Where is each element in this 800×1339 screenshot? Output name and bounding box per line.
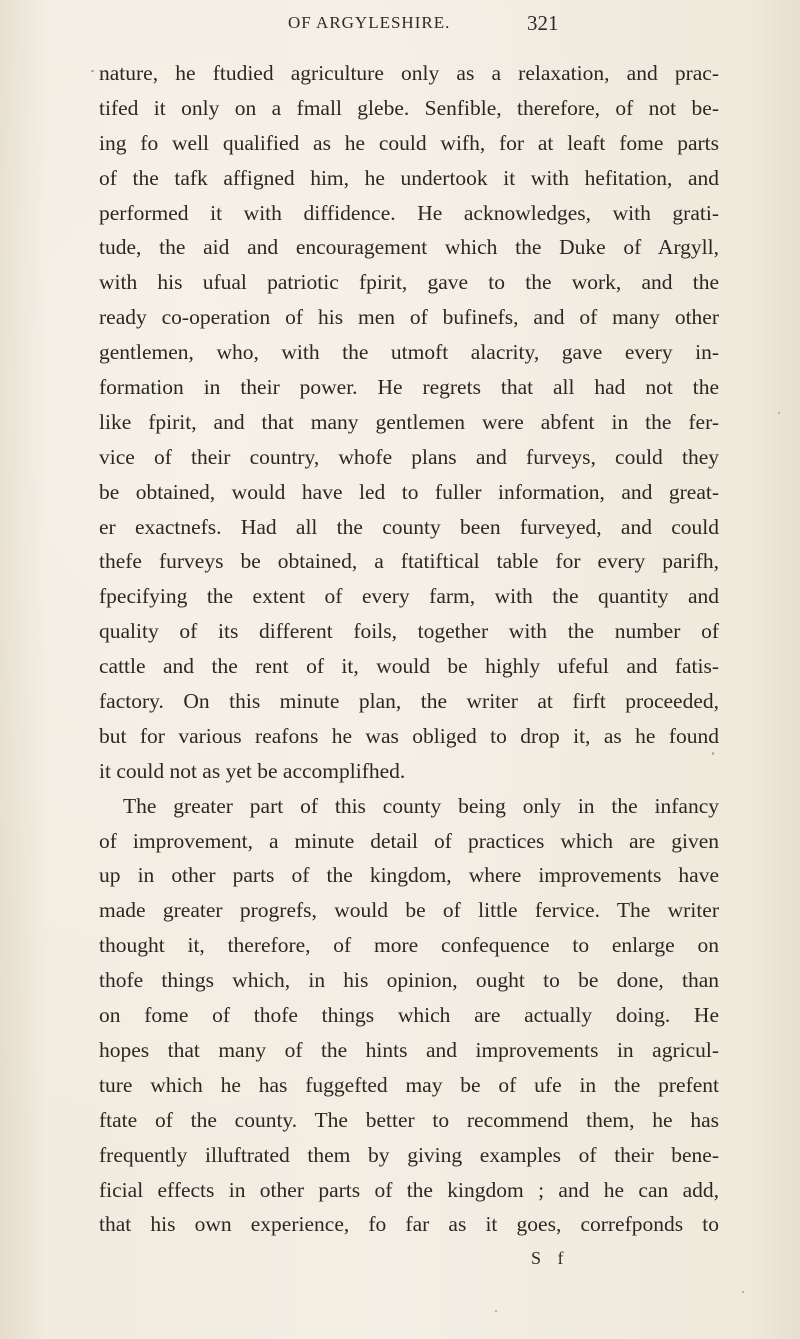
body-text (99, 56, 719, 1242)
text-line: nature, he ftudied agriculture only as a relaxation, and prac- (99, 61, 719, 85)
paper-speck (712, 752, 714, 755)
text-line: frequently illuftrated them by giving examples of their bene- (99, 1142, 719, 1167)
text-line: ing fo well qualified as he could wifh, for at leaft fome parts (99, 130, 719, 155)
running-title: OF ARGYLESHIRE. (288, 13, 451, 32)
signature-mark: S f (531, 1248, 570, 1268)
text-line: ture which he has fuggefted may be of ufe in the prefent (99, 1072, 719, 1097)
text-line: tude, the aid and encouragement which the Duke of Argyll, (99, 235, 719, 260)
paper-speck (495, 1310, 497, 1312)
text-line: with his ufual patriotic fpirit, gave to the work, and the (99, 270, 719, 295)
page-number: 321 (527, 11, 559, 35)
text-line: ficial effects in other parts of the kingdom ; and he can add, (99, 1177, 719, 1202)
text-line: er exactnefs. Had all the county been furveyed, and could (99, 514, 719, 539)
text-line: ftate of the county. The better to recommend them, he has (99, 1107, 719, 1132)
text-line: ready co-operation of his men of bufinefs, and of many other (99, 305, 719, 330)
text-line: but for various reafons he was obliged to drop it, as he found (99, 723, 719, 748)
text-line: vice of their country, whofe plans and furveys, could they (99, 444, 719, 469)
text-line: factory. On this minute plan, the writer at firft proceeded, (99, 689, 719, 714)
paper-speck (742, 1291, 744, 1293)
text-line: like fpirit, and that many gentlemen were abfent in the fer- (99, 409, 719, 434)
text-line: that his own experience, fo far as it goes, correfponds to (99, 1212, 719, 1237)
text-line: quality of its different foils, together with the number of (99, 619, 719, 644)
text-line: thought it, therefore, of more confequence to enlarge on (99, 933, 719, 958)
text-line: cattle and the rent of it, would be highly ufeful and fatis- (99, 654, 719, 679)
paper-speck (91, 70, 94, 72)
text-line: of improvement, a minute detail of practices which are given (99, 828, 719, 853)
text-line: of the tafk affigned him, he undertook it with hefitation, and (99, 165, 719, 190)
text-line: formation in their power. He regrets that all had not the (99, 375, 719, 400)
text-line: fpecifying the extent of every farm, with the quantity and (99, 584, 719, 609)
text-line: on fome of thofe things which are actually doing. He (99, 1003, 719, 1028)
text-line: up in other parts of the kingdom, where improvements have (99, 863, 719, 888)
paragraph-end-line: it could not as yet be accomplifhed. (99, 758, 406, 783)
text-line: made greater progrefs, would be of little fervice. The writer (99, 898, 719, 923)
paragraph-start-line: The greater part of this county being only in the infancy (123, 793, 719, 818)
text-line: performed it with diffidence. He acknowledges, with grati- (99, 200, 719, 225)
text-line: thofe things which, in his opinion, ought to be done, than (99, 968, 719, 993)
running-head (0, 11, 800, 37)
text-line: thefe furveys be obtained, a ftatiftical table for every parifh, (99, 549, 719, 574)
paper-speck (778, 412, 780, 414)
text-line: be obtained, would have led to fuller information, and great- (99, 479, 719, 504)
text-line: gentlemen, who, with the utmoft alacrity, gave every in- (99, 340, 719, 365)
text-line: hopes that many of the hints and improvements in agricul- (99, 1037, 719, 1062)
text-line: tifed it only on a fmall glebe. Senfible, therefore, of not be- (99, 95, 719, 120)
